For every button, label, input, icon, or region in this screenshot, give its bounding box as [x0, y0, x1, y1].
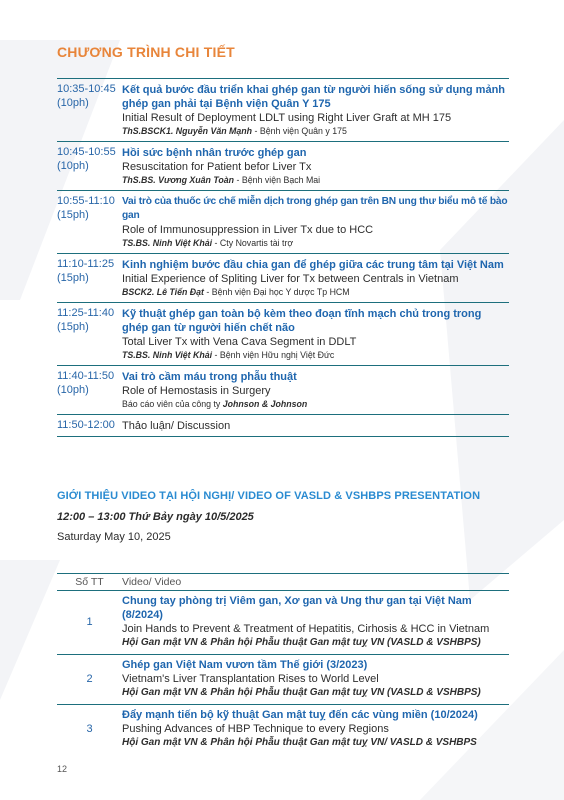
discussion-label: Thảo luận/ Discussion [122, 420, 231, 432]
time-cell [57, 258, 122, 299]
speaker-name: ThS.BS. Vương Xuân Toàn [122, 175, 235, 185]
video-title-en: Pushing Advances of HBP Technique to every Regions [122, 723, 389, 735]
time-range: 10:55-11:10 [57, 195, 115, 207]
time-range: 10:35-10:45 [57, 83, 116, 95]
video-title-vn: Ghép gan Việt Nam vươn tầm Thế giới (3/2023) [122, 659, 368, 671]
video-number: 1 [86, 616, 93, 628]
speaker-line [122, 398, 509, 411]
schedule-row [57, 303, 509, 366]
video-date-vn: 12:00 – 13:00 Thứ Bảy ngày 10/5/2025 [57, 511, 254, 523]
speaker-affiliation: - Bệnh viện Quân y 175 [252, 126, 347, 136]
speaker-name: ThS.BSCK1. Nguyễn Văn Mạnh [122, 126, 253, 136]
talk-body [122, 146, 509, 187]
duration: (15ph) [57, 208, 89, 221]
time-cell [57, 195, 122, 250]
talk-title-en: Total Liver Tx with Vena Cava Segment in DDLT [122, 336, 357, 348]
time-cell [57, 419, 122, 433]
duration: (15ph) [57, 271, 89, 284]
time-cell [57, 370, 122, 411]
talk-body [122, 419, 509, 433]
time-range: 11:40-11:50 [57, 370, 115, 382]
talk-title-en: Role of Hemostasis in Surgery [122, 385, 271, 397]
video-organizer: Hội Gan mật VN & Phân hội Phẫu thuật Gan mật tuỵ VN/ VASLD & VSHBPS [122, 737, 477, 748]
schedule-row [57, 79, 509, 142]
duration: (10ph) [57, 383, 89, 396]
time-range: 11:10-11:25 [57, 258, 115, 270]
speaker-name: TS.BS. Ninh Việt Khải [122, 350, 213, 360]
page-number: 12 [57, 764, 68, 774]
talk-title-vn: Kết quả bước đầu triển khai ghép gan từ người hiến sống sử dụng mảnh ghép gan phải tại Bệnh viện Quân Y 175 [122, 84, 506, 110]
speaker-name: BSCK2. Lê Tiến Đạt [122, 287, 204, 297]
talk-title-en: Role of Immunosuppression in Liver Tx due to HCC [122, 224, 374, 236]
speaker-affiliation: - Bệnh viện Hữu nghị Việt Đức [212, 350, 335, 360]
speaker-affiliation: - Bệnh viện Bạch Mai [234, 175, 321, 185]
speaker-line [122, 286, 509, 299]
talk-body [122, 258, 509, 299]
speaker-prefix: Báo cáo viên của công ty [122, 399, 223, 409]
talk-title-en: Initial Result of Deployment LDLT using Right Liver Graft at MH 175 [122, 112, 452, 124]
talk-title-vn: Kinh nghiệm bước đầu chia gan để ghép giữa các trung tâm tại Việt Nam [122, 259, 504, 271]
talk-title-en: Resuscitation for Patient befor Liver Tx [122, 161, 312, 173]
video-title-en: Join Hands to Prevent & Treatment of Hepatitis, Cirhosis & HCC in Vietnam [122, 623, 490, 635]
time-cell [57, 307, 122, 362]
schedule-row [57, 142, 509, 191]
video-row [57, 705, 509, 754]
video-table [57, 573, 509, 754]
schedule-row [57, 191, 509, 254]
header-video: Video/ Video [122, 576, 182, 588]
section-title: CHƯƠNG TRÌNH CHI TIẾT [57, 44, 235, 60]
talk-title-vn: Vai trò cầm máu trong phẫu thuật [122, 371, 297, 383]
video-body [122, 708, 509, 750]
duration: (10ph) [57, 96, 89, 109]
speaker-name: TS.BS. Ninh Việt Khải [122, 238, 213, 248]
video-row [57, 655, 509, 705]
talk-body [122, 195, 509, 250]
speaker-affiliation: - Cty Novartis tài trợ [212, 238, 294, 248]
video-body [122, 658, 509, 700]
talk-title-vn: Vai trò của thuốc ức chế miễn dịch trong ghép gan trên BN ung thư biểu mô tế bào gan [122, 196, 508, 221]
time-range: 10:45-10:55 [57, 146, 116, 158]
schedule-table [57, 78, 509, 437]
schedule-row [57, 254, 509, 303]
speaker-line [122, 174, 509, 187]
video-title-vn: Đẩy mạnh tiến bộ kỹ thuật Gan mật tuỵ đến các vùng miền (10/2024) [122, 709, 478, 721]
time-cell [57, 146, 122, 187]
talk-body [122, 307, 509, 362]
speaker-line [122, 237, 509, 250]
talk-title-vn: Kỹ thuật ghép gan toàn bộ kèm theo đoạn tĩnh mạch chủ trong trong ghép gan từ người hiến chết não [122, 308, 482, 334]
video-title-en: Vietnam's Liver Transplantation Rises to World Level [122, 673, 379, 685]
duration: (10ph) [57, 159, 89, 172]
speaker-affiliation: - Bệnh viện Đại học Y dược Tp HCM [203, 287, 350, 297]
time-range: 11:25-11:40 [57, 307, 115, 319]
talk-title-en: Initial Experience of Spliting Liver for Tx between Centrals in Vietnam [122, 273, 459, 285]
video-section-title: GIỚI THIỆU VIDEO TẠI HỘI NGHỊ/ VIDEO OF VASLD & VSHBPS PRESENTATION [57, 490, 481, 502]
video-date-en: Saturday May 10, 2025 [57, 531, 171, 543]
talk-body [122, 83, 509, 138]
video-body [122, 594, 509, 650]
schedule-row [57, 366, 509, 415]
duration: (15ph) [57, 320, 89, 333]
video-row [57, 591, 509, 655]
talk-title-vn: Hồi sức bệnh nhân trước ghép gan [122, 147, 307, 159]
header-number: Số TT [75, 576, 104, 588]
time-range: 11:50-12:00 [57, 419, 115, 431]
video-table-header [57, 573, 509, 591]
video-organizer: Hội Gan mật VN & Phân hội Phẫu thuật Gan mật tuỵ VN (VASLD & VSHBPS) [122, 637, 481, 648]
video-number: 2 [86, 673, 93, 685]
schedule-row [57, 415, 509, 437]
speaker-line [122, 349, 509, 362]
video-organizer: Hội Gan mật VN & Phân hội Phẫu thuật Gan mật tuỵ VN (VASLD & VSHBPS) [122, 687, 481, 698]
speaker-line [122, 125, 509, 138]
time-cell [57, 83, 122, 138]
video-number: 3 [86, 723, 93, 735]
talk-body [122, 370, 509, 411]
video-title-vn: Chung tay phòng trị Viêm gan, Xơ gan và Ung thư gan tại Việt Nam (8/2024) [122, 595, 472, 621]
speaker-name: Johnson & Johnson [222, 399, 308, 409]
